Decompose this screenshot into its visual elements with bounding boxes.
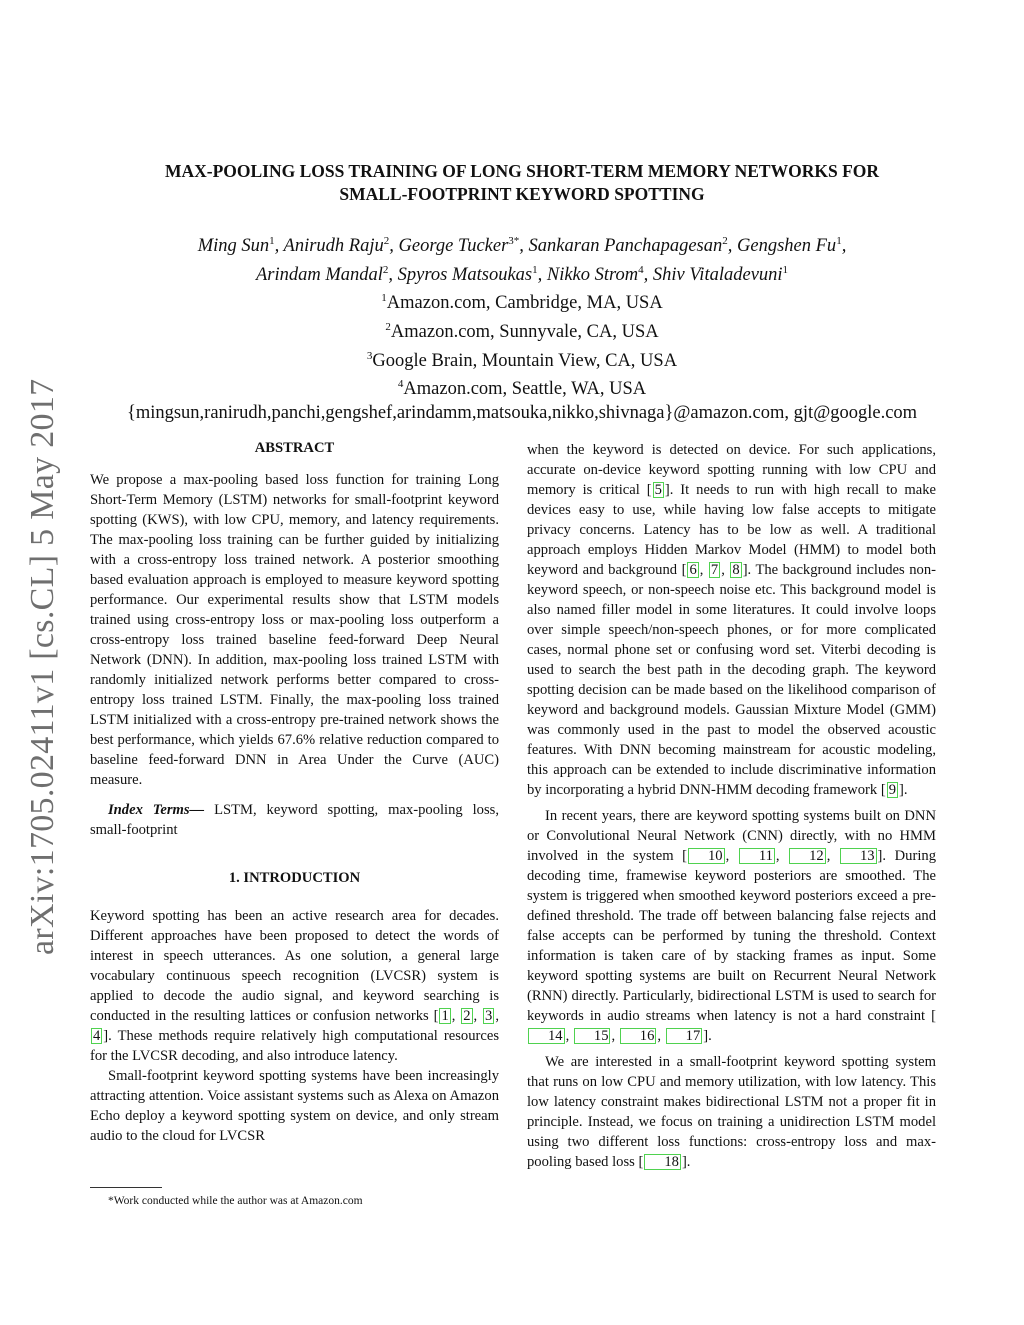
citation-link[interactable]: 6: [689, 562, 697, 578]
author-name: Ming Sun: [197, 236, 270, 257]
author-sup: 1: [269, 235, 275, 247]
author-sup: 2: [722, 235, 728, 247]
citation-link[interactable]: 9: [888, 782, 896, 798]
abstract-heading: ABSTRACT: [254, 440, 335, 456]
author-name: Shiv Vitaladevuni: [652, 264, 783, 285]
intro-heading: 1. INTRODUCTION: [228, 870, 361, 886]
author-name: Nikko Strom: [546, 264, 639, 285]
affiliation-text: Amazon.com, Seattle, WA, USA: [403, 379, 647, 400]
author-line-2: Arindam Mandal$^2$, Spyros Matsoukas$^1$, Nikko Strom$^4$, Shiv Vitaladevuni$^1$: [255, 263, 789, 285]
text-run: ].: [703, 1028, 712, 1044]
text-run: We are interested in a small-footprint keyword spotting system that runs on low CPU and memory utilization, with low latency. This low latency constraint makes bidirectional LSTM not a proper fit in principle. Instead, we focus on training a unidirection LSTM model using two different loss functions: cross-entropy loss and max-pooling based loss [: [527, 1054, 936, 1170]
affiliation: [80, 373, 964, 402]
index-terms-label: Index Terms—: [108, 802, 205, 818]
citation-link[interactable]: 15: [574, 1028, 611, 1044]
index-terms: [90, 800, 499, 840]
citation-link[interactable]: 12: [789, 848, 826, 864]
author-sup: 2: [383, 235, 390, 247]
author-name: George Tucker: [398, 236, 509, 257]
citation-link[interactable]: 7: [710, 562, 719, 578]
text-run: ]. The background includes non-keyword speech, or non-speech noise etc. This background model is also named filler model in some literatures. It could involve loops over simple speech/non-speech phones, or for more complicated cases, normal phone set or confusing word set. Viterbi decoding is used to search the best path in the decoding graph. The keyword spotting decision can be made based on the likelihood comparison of keyword and background models. Gaussian Mixture Model (GMM) was commonly used in the past to model the observed acoustic features. With DNN becoming mainstream for acoustic modeling, this approach can be extended to include discriminative information by incorporating a hybrid DNN-HMM decoding framework [: [527, 562, 936, 798]
author-block: [80, 230, 964, 425]
author-sup: 2: [382, 263, 389, 276]
text-run: ].: [898, 782, 908, 798]
title-line-2: SMALL-FOOTPRINT KEYWORD SPOTTING: [339, 184, 705, 204]
intro-paragraph-3: In recent years, there are keyword spotting systems built on DNN or Convolutional Neural Network (CNN) directly, with no HMM involved in the system [ 10 , 11 , 12 , 13 ]. During decoding time, framewise keyword posteriors are smoothed. The system is triggered when smoothed keyword posteriors exceed a pre-defined threshold. The trade off between balancing false rejects and false accepts can be performed by tuning the threshold. Context information is taken care of by stacking frames as input. Some keyword spotting systems are built on Recurrent Neural Network (RNN) directly. Particularly, bidirectional LSTM is used to search for keywords in audio streams when latency is not a hard constraint [14 , 15 , 16 , 17 ].: [527, 808, 936, 1044]
index-terms-text: LSTM, keyword spotting, max-pooling loss, small-footprint: [90, 802, 499, 838]
citation-link[interactable]: 16: [620, 1028, 657, 1044]
citation-link[interactable]: 3: [485, 1008, 493, 1024]
author-line-1: Ming Sun$^1$, Anirudh Raju$^2$, George Tucker$^{3*}$, Sankaran Panchapagesan$^2$, Gengshen Fu$^1$,: [197, 235, 847, 257]
footnote: *Work conducted while the author was at Amazon.com: [108, 1195, 363, 1207]
affiliation: [80, 287, 964, 316]
author-name: Arindam Mandal: [255, 264, 383, 285]
intro-paragraph-1: Keyword spotting has been an active research area for decades. Different approaches have been proposed to detect the words of interest in speech utterances. As one solution, a general large vocabulary continuous speech recognition (LVCSR) system is applied to decode the audio signal, and keyword searching is conducted in the resulting lattices or confusion networks [ 1 , 2 , 3 , 4 ]. These methods require relatively high computational resources for the LVCSR decoding, and also introduce latency.: [90, 908, 499, 1064]
text-run: ]. These methods require relatively high computational resources for the LVCSR decoding, and also introduce latency.: [90, 1028, 499, 1064]
text-run: Small-footprint keyword spotting systems have been increasingly attracting attention. Voice assistant systems such as Alexa on Amazon Echo deploy a keyword spotting system on device, and only stream audio to the cloud for LVCSR: [90, 1068, 499, 1144]
footnote-rule: [90, 1187, 162, 1188]
citation-link[interactable]: 8: [732, 562, 740, 578]
author-emails: {mingsun,ranirudh,panchi,gengshef,arindamm,matsouka,nikko,shivnaga}@amazon.com, gjt@google.com: [126, 402, 918, 423]
right-column: [527, 440, 936, 1172]
affiliation: [80, 316, 964, 345]
citation-link[interactable]: 18: [644, 1154, 681, 1170]
affiliation-text: Amazon.com, Sunnyvale, CA, USA: [390, 322, 659, 343]
citation-link[interactable]: 13: [840, 848, 877, 864]
affiliation-text: Google Brain, Mountain View, CA, USA: [372, 350, 678, 371]
text-run: ]. It needs to run with high recall to make devices easy to use, while having low false accepts to mitigate privacy concerns. Latency has to be low as well. A traditional approach employs Hidden Markov Model (HMM) to model both keyword and background [: [527, 482, 936, 578]
arxiv-stamp: arXiv:1705.02411v1 [cs.CL] 5 May 2017: [24, 378, 61, 955]
citation-link[interactable]: 5: [654, 482, 662, 498]
author-sup: 1: [532, 263, 538, 276]
affiliation-sup: 3: [366, 349, 373, 362]
affiliation-sup: 4: [397, 378, 404, 391]
citation-link[interactable]: 17: [666, 1028, 703, 1044]
intro-paragraph-2-cont: when the keyword is detected on device. For such applications, accurate on-device keyword spotting running with low CPU and memory is critical [ 5 ]. It needs to run with high recall to make devices easy to use, while having low false accepts to mitigate privacy concerns. Latency has to be low as well. A traditional approach employs Hidden Markov Model (HMM) to model both keyword and background [ 6 , 7 , 8 ]. The background includes non-keyword speech, or non-speech noise etc. This background model is also named filler model in some literatures. It could involve loops over simple speech/non-speech phones, or for more complicated cases, normal phone set or confusing word set. Viterbi decoding is used to search the best path in the decoding graph. The keyword spotting decision can be made based on the likelihood comparison of keyword and background models. Gaussian Mixture Model (GMM) was commonly used in the past to model the observed acoustic features. With DNN becoming mainstream for acoustic modeling, this approach can be extended to include discriminative information by incorporating a hybrid DNN-HMM decoding framework [ 9 ].: [527, 442, 936, 798]
author-sup: 1: [782, 263, 789, 276]
affiliation-sup: 2: [385, 320, 391, 333]
author-name: Gengshen Fu: [737, 236, 837, 257]
author-name: Sankaran Panchapagesan: [528, 236, 723, 257]
citation-link[interactable]: 2: [463, 1008, 471, 1024]
left-column: [90, 438, 499, 1146]
intro-paragraph-4: [527, 1052, 936, 1172]
citation-link[interactable]: 4: [93, 1028, 101, 1044]
citation-link[interactable]: 1: [441, 1008, 449, 1024]
title-line-1: MAX-POOLING LOSS TRAINING OF LONG SHORT-TERM MEMORY NETWORKS FOR: [164, 161, 880, 181]
affiliation-text: Amazon.com, Cambridge, MA, USA: [386, 293, 663, 314]
abstract-text: We propose a max-pooling based loss function for training Long Short-Term Memory (LSTM) networks for small-footprint keyword spotting (KWS), with low CPU, memory, and latency requirements. The max-pooling loss training can be further guided by initializing with a cross-entropy loss trained network. A posterior smoothing based evaluation approach is employed to measure keyword spotting performance. Our experimental results show that LSTM models trained using cross-entropy loss or max-pooling loss outperform a cross-entropy loss trained baseline feed-forward Deep Neural Network (DNN). In addition, max-pooling loss trained LSTM with randomly initialized network performs better compared to cross-entropy loss trained LSTM. Finally, the max-pooling loss trained LSTM initialized with a cross-entropy pre-trained network shows the best performance, which yields 67.6% relative reduction compared to baseline feed-forward DNN in Area Under the Curve (AUC) measure.: [90, 472, 499, 788]
author-sup: 1: [836, 235, 842, 247]
text-run: In recent years, there are keyword spotting systems built on DNN or Convolutional Neural Network (CNN) directly, with no HMM involved in the system [: [527, 808, 936, 864]
author-sup: 3*: [508, 235, 520, 247]
citation-link[interactable]: 11: [739, 848, 775, 864]
text-run: ]. During decoding time, framewise keyword posteriors are smoothed. The system is triggered when smoothed keyword posteriors exceed a pre-defined threshold. The trade off between balancing false rejects and false accepts can be performed by tuning the threshold. Context information is taken care of by stacking frames as input. Some keyword spotting systems are built on Recurrent Neural Network (RNN) directly. Particularly, bidirectional LSTM is used to search for keywords in audio streams when latency is not a hard constraint [: [527, 848, 936, 1024]
paper-title: [80, 160, 964, 206]
text-run: ].: [681, 1154, 691, 1170]
affiliation-sup: 1: [381, 292, 387, 305]
author-name: Anirudh Raju: [283, 236, 384, 257]
text-run: Keyword spotting has been an active research area for decades. Different approaches have been proposed to detect the words of interest in speech utterances. As one solution, a general large vocabulary continuous speech recognition (LVCSR) system is applied to decode the audio signal, and keyword searching is conducted in the resulting lattices or confusion networks [: [90, 908, 499, 1024]
author-sup: 4: [638, 263, 644, 276]
citation-link[interactable]: 14: [528, 1028, 565, 1044]
author-name: Spyros Matsoukas: [397, 264, 533, 285]
citation-link[interactable]: 10: [688, 848, 725, 864]
intro-paragraph-2-start: [90, 1066, 499, 1146]
affiliation: [80, 345, 964, 374]
text-run: when the keyword is detected on device. For such applications, accurate on-device keyword spotting running with low CPU and memory is critical [: [527, 442, 936, 498]
